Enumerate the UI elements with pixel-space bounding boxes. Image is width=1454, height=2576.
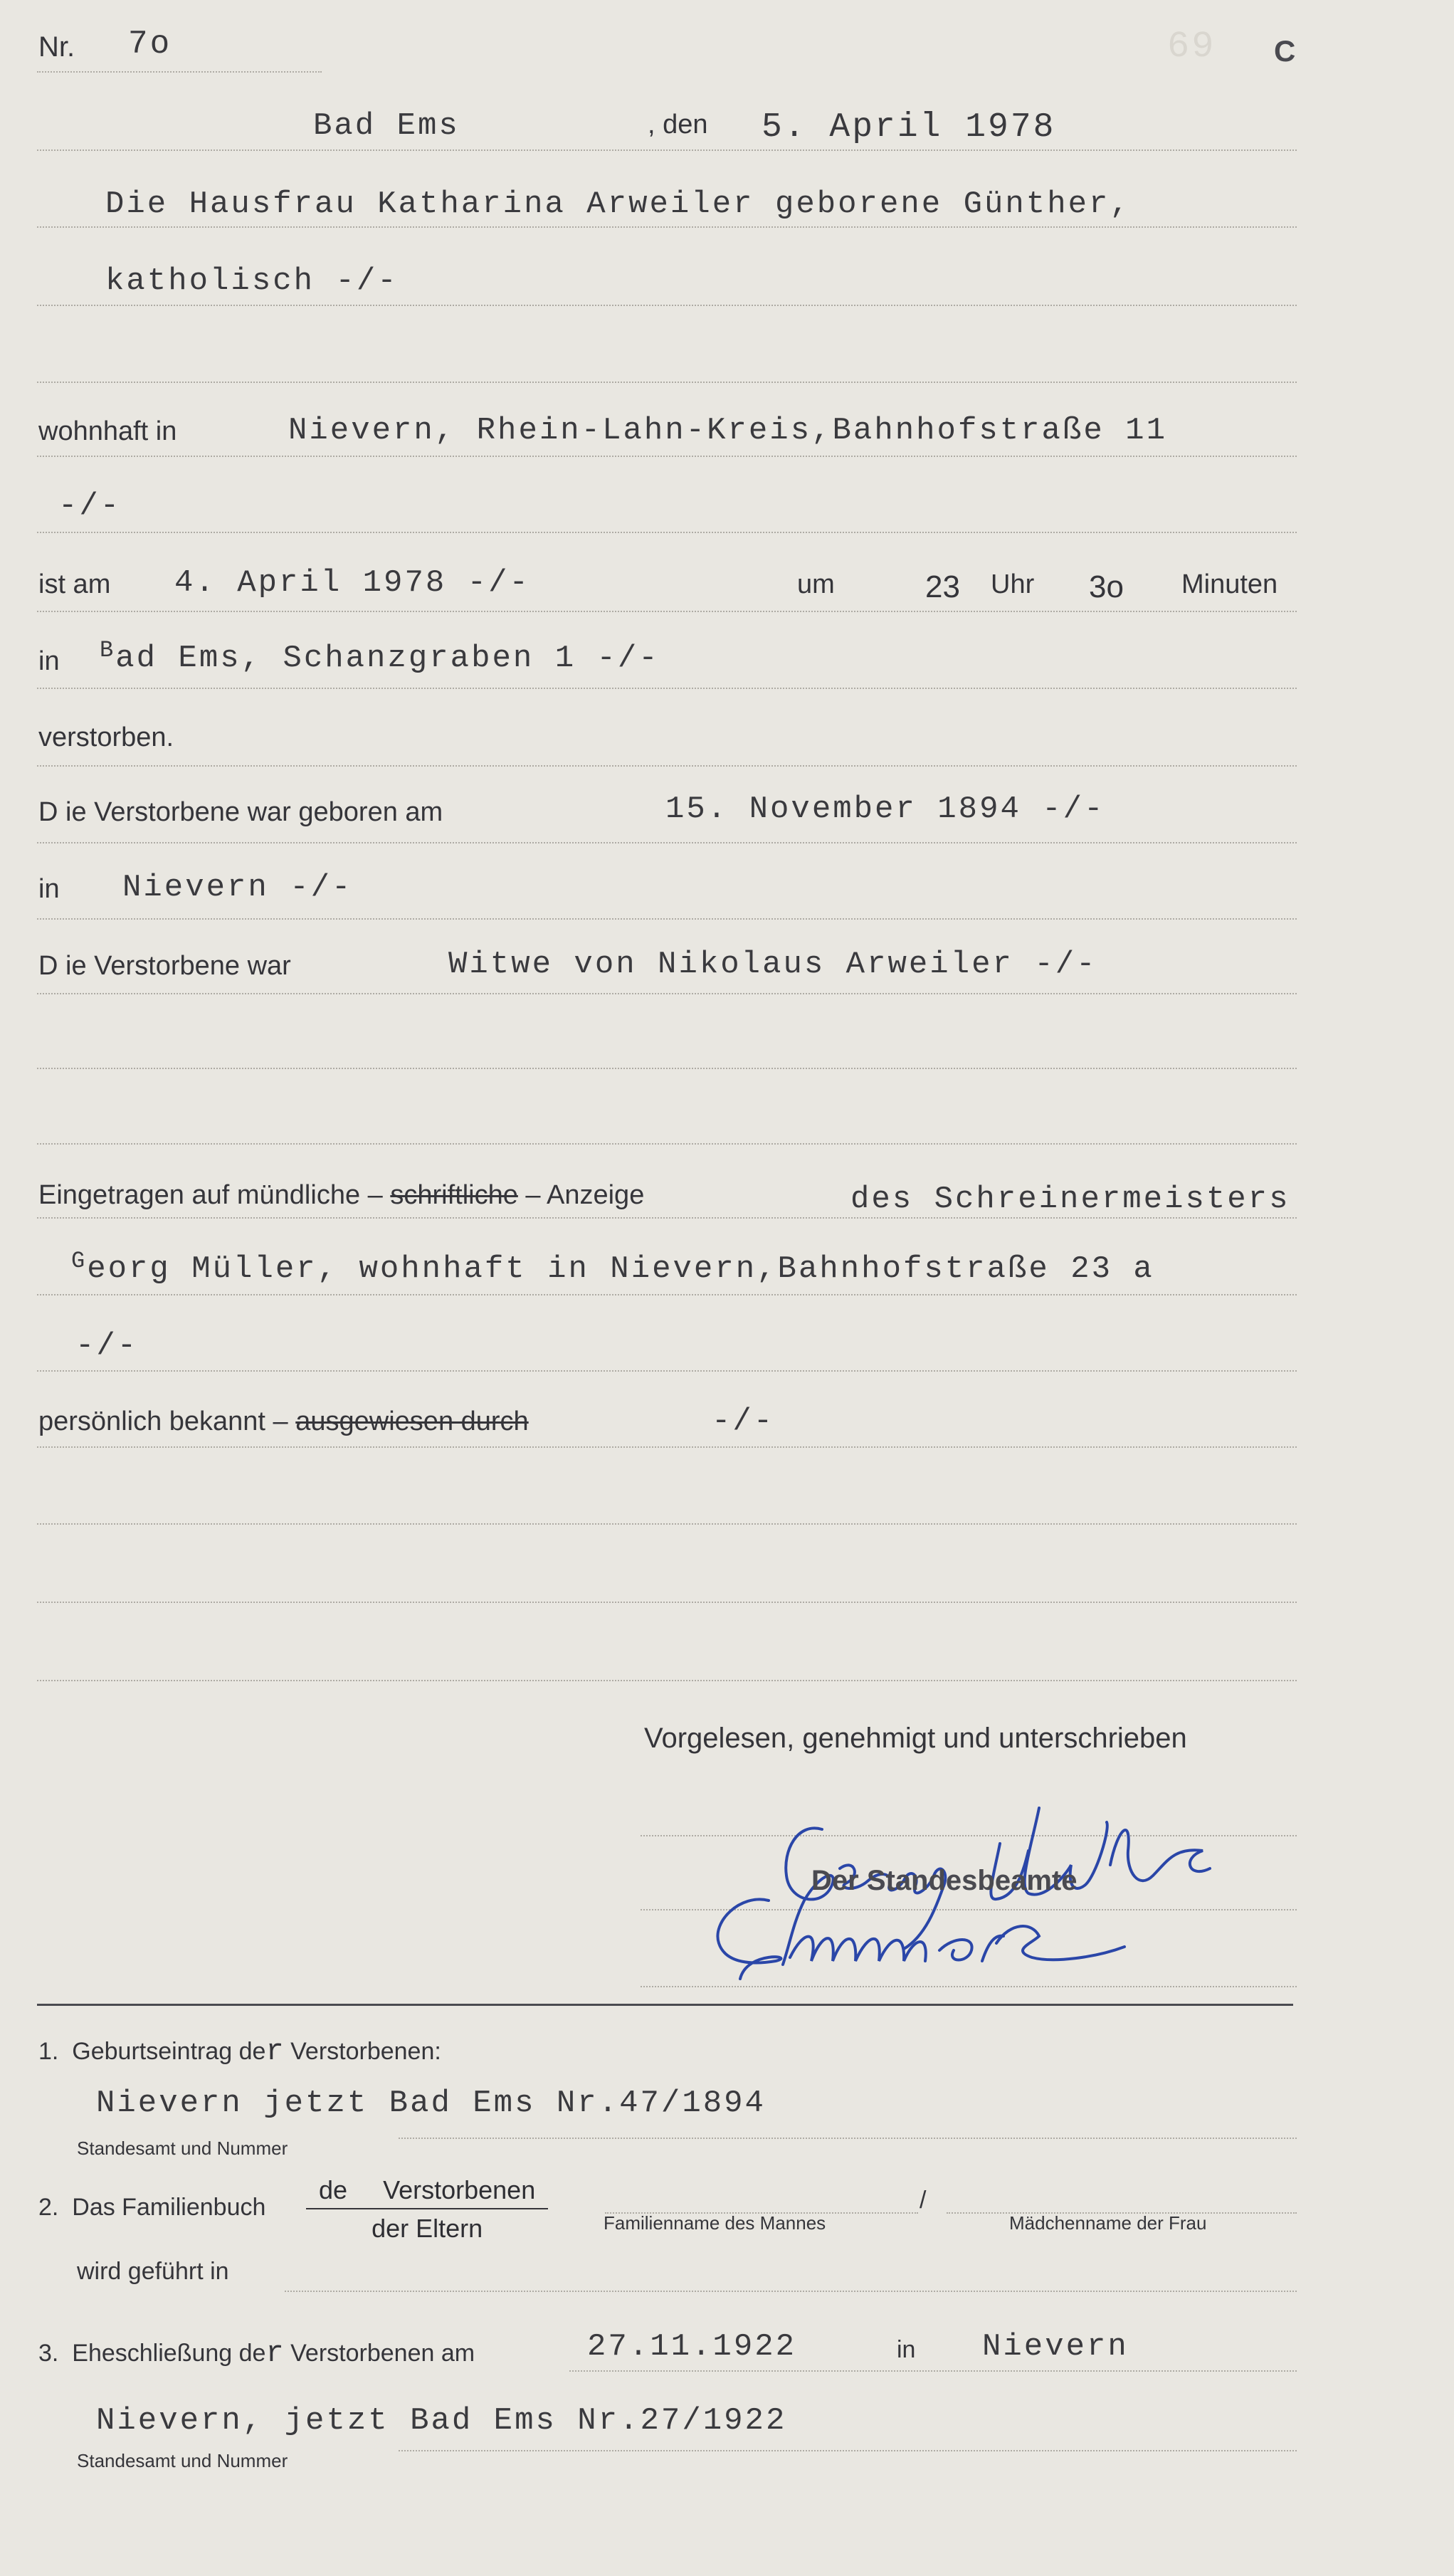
footnote2-fraction bbox=[306, 2175, 548, 2244]
registry-date: 5. April 1978 bbox=[762, 108, 1056, 147]
footnote3-caption: Standesamt und Nummer bbox=[77, 2450, 288, 2471]
birth-date: 15. November 1894 -/- bbox=[665, 792, 1105, 827]
marriage-in-label: in bbox=[897, 2336, 916, 2363]
corner-letter: C bbox=[1274, 34, 1296, 68]
ruling bbox=[37, 1446, 1297, 1448]
name-slash: / bbox=[920, 2187, 927, 2214]
birth-register-entry: Nievern jetzt Bad Ems Nr.47/1894 bbox=[96, 2086, 766, 2121]
fraction-top-word: Verstorbenen bbox=[383, 2175, 536, 2204]
nr-label: Nr. bbox=[38, 31, 75, 63]
caption-maiden-name: Mädchenname der Frau bbox=[1009, 2212, 1207, 2234]
ruling bbox=[569, 2370, 1297, 2372]
ruling bbox=[37, 1370, 1297, 1372]
residence-label: wohnhaft in bbox=[38, 416, 177, 446]
footnote3-inserted: r bbox=[265, 2336, 284, 2370]
identification-prefix: persönlich bekannt – bbox=[38, 1407, 288, 1436]
residence-value: Nievern, Rhein-Lahn-Kreis,Bahnhofstraße 11 bbox=[288, 413, 1167, 448]
footnote1-inserted: r bbox=[265, 2034, 284, 2068]
ruling bbox=[285, 2291, 1297, 2292]
footnote1 bbox=[38, 2034, 441, 2068]
ruling bbox=[37, 1068, 1297, 1069]
ruling bbox=[37, 1602, 1297, 1603]
ruling bbox=[399, 2450, 1297, 2451]
registrar-title: Der Standesbeamte bbox=[811, 1865, 1078, 1896]
entry-number: 7o bbox=[128, 26, 172, 63]
footnote2 bbox=[38, 2194, 265, 2222]
marriage-register-entry: Nievern, jetzt Bad Ems Nr.27/1922 bbox=[96, 2403, 787, 2439]
residence-continuation: -/- bbox=[58, 488, 122, 524]
footnote1-label-end: Verstorbenen: bbox=[290, 2038, 441, 2065]
registry-place: Bad Ems bbox=[313, 108, 460, 144]
ruling bbox=[37, 918, 1297, 920]
ruling bbox=[37, 1217, 1297, 1219]
informant-rest: eorg Müller, wohnhaft in Nievern,Bahnhofstraße 23 a bbox=[87, 1251, 1154, 1287]
ruling bbox=[37, 71, 322, 73]
uhr-label: Uhr bbox=[991, 569, 1035, 599]
ruling bbox=[37, 1680, 1297, 1681]
footnote3-number: 3. bbox=[38, 2340, 59, 2367]
death-minutes: 3o bbox=[1089, 569, 1124, 604]
identification-value: -/- bbox=[712, 1404, 775, 1439]
ghost-page-number: 69 bbox=[1167, 26, 1216, 68]
ruling bbox=[37, 993, 1297, 994]
approval-text: Vorgelesen, genehmigt und unterschrieben bbox=[644, 1723, 1187, 1754]
registration-label bbox=[38, 1180, 644, 1211]
footnote1-label: Geburtseintrag de bbox=[72, 2038, 266, 2065]
death-in-label: in bbox=[38, 646, 60, 676]
death-place-rest: ad Ems, Schanzgraben 1 -/- bbox=[115, 641, 660, 676]
death-place bbox=[100, 637, 660, 676]
ruling bbox=[37, 456, 1297, 457]
struck-ausgewiesen: ausgewiesen durch bbox=[295, 1407, 529, 1436]
footnote1-caption: Standesamt und Nummer bbox=[77, 2138, 288, 2159]
registration-suffix: – Anzeige bbox=[525, 1180, 645, 1210]
struck-schriftliche: schriftliche bbox=[390, 1180, 518, 1210]
fraction-top-prefix: de bbox=[319, 2175, 348, 2204]
death-place-initial: B bbox=[100, 637, 116, 663]
section-divider bbox=[37, 2004, 1293, 2006]
birth-in-label: in bbox=[38, 874, 60, 904]
registration-prefix: Eingetragen auf mündliche – bbox=[38, 1180, 383, 1210]
marriage-date: 27.11.1922 bbox=[587, 2329, 797, 2365]
ruling bbox=[37, 305, 1297, 306]
status-label: D ie Verstorbene war bbox=[38, 951, 291, 981]
minuten-label: Minuten bbox=[1181, 569, 1278, 599]
ruling bbox=[37, 149, 1297, 151]
status-value: Witwe von Nikolaus Arweiler -/- bbox=[448, 947, 1097, 982]
ruling bbox=[37, 1523, 1297, 1525]
footnote2-label: Das Familienbuch bbox=[72, 2194, 266, 2221]
footnote2-line2: wird geführt in bbox=[77, 2258, 229, 2285]
death-date: 4. April 1978 -/- bbox=[174, 565, 530, 601]
fraction-bottom: der Eltern bbox=[372, 2214, 483, 2243]
footnote3-label: Eheschließung de bbox=[72, 2340, 266, 2367]
ruling bbox=[37, 226, 1297, 228]
ruling bbox=[37, 842, 1297, 843]
ruling bbox=[37, 532, 1297, 533]
footnote3 bbox=[38, 2336, 475, 2370]
footnote3-label-mid: Verstorbenen am bbox=[290, 2340, 475, 2367]
informant-continuation: -/- bbox=[75, 1328, 139, 1364]
ist-am-label: ist am bbox=[38, 569, 111, 599]
death-hour: 23 bbox=[925, 569, 960, 604]
ruling bbox=[37, 688, 1297, 689]
person-name-line: Die Hausfrau Katharina Arweiler geborene Günther, bbox=[105, 186, 1131, 222]
birth-place: Nievern -/- bbox=[122, 870, 353, 905]
um-label: um bbox=[797, 569, 835, 599]
ruling bbox=[37, 1143, 1297, 1145]
verstorben-label: verstorben. bbox=[38, 722, 174, 752]
ruling bbox=[37, 382, 1297, 383]
footnote1-number: 1. bbox=[38, 2038, 59, 2065]
informant-initial: G bbox=[71, 1248, 88, 1274]
ruling bbox=[37, 765, 1297, 767]
informant-line1: des Schreinermeisters bbox=[850, 1182, 1290, 1217]
ruling bbox=[37, 1294, 1297, 1295]
registrar-signature-icon bbox=[697, 1879, 1153, 1986]
marriage-place: Nievern bbox=[982, 2329, 1129, 2365]
ruling bbox=[399, 2138, 1297, 2139]
fraction-top bbox=[306, 2175, 548, 2209]
caption-husband-name: Familienname des Mannes bbox=[604, 2212, 826, 2234]
den-label: , den bbox=[648, 110, 708, 140]
informant-line2 bbox=[71, 1248, 1154, 1287]
birth-label: D ie Verstorbene war geboren am bbox=[38, 797, 443, 827]
ruling bbox=[37, 611, 1297, 612]
footnote2-number: 2. bbox=[38, 2194, 59, 2221]
religion-line: katholisch -/- bbox=[105, 263, 399, 299]
identification-label bbox=[38, 1407, 529, 1437]
